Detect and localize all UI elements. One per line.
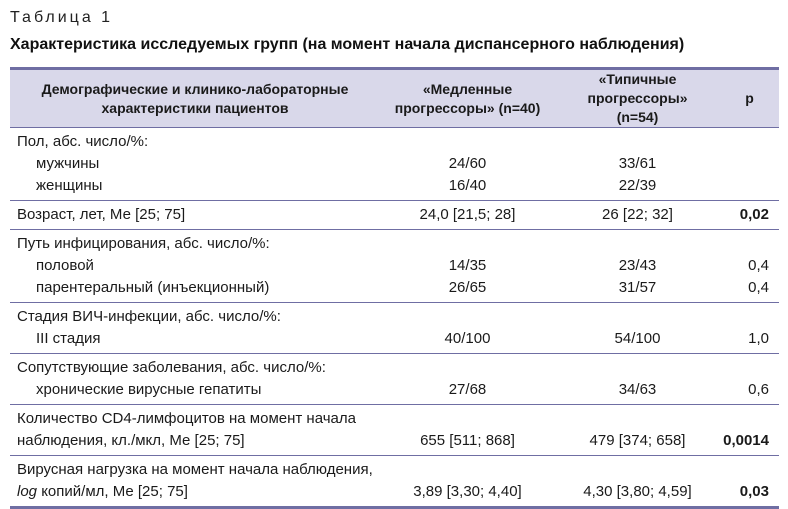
row-sublabel: хронические вирусные гепатиты xyxy=(36,381,262,398)
cell-typical: 22/39 xyxy=(618,177,657,194)
cell-p xyxy=(720,175,769,197)
cell-slow: 27/68 xyxy=(448,381,487,398)
cell-typical: 26 [22; 32] xyxy=(602,206,673,223)
row-label-cont xyxy=(17,481,380,503)
row-label: Сопутствующие заболевания, абс. число/%: xyxy=(17,359,326,376)
cell-p: 0,03 xyxy=(739,483,769,500)
row-sublabel: парентеральный (инъекционный) xyxy=(36,279,270,296)
row-label: Путь инфицирования, абс. число/%: xyxy=(17,235,270,252)
cell-typical: 54/100 xyxy=(614,330,661,347)
row-label: Вирусная нагрузка на момент начала наблюдения, xyxy=(17,461,373,478)
cell-slow: 24/60 xyxy=(448,155,487,172)
cell-typical: 23/43 xyxy=(618,257,657,274)
row-label-cont: наблюдения, кл./мкл, Ме [25; 75] xyxy=(17,432,245,449)
cell-typical: 34/63 xyxy=(618,381,657,398)
cell-p: 0,02 xyxy=(739,206,769,223)
header-p-value: р xyxy=(745,90,754,106)
row-sublabel: женщины xyxy=(36,177,103,194)
log-italic: log xyxy=(17,483,38,500)
cell-slow: 655 [511; 868] xyxy=(420,432,515,449)
table-caption: Таблица 1 xyxy=(10,9,114,26)
cell-slow: 3,89 [3,30; 4,40] xyxy=(413,483,522,500)
cell-p: 1,0 xyxy=(748,330,769,347)
cell-p: 0,4 xyxy=(748,279,769,296)
header-slow-progressors: «Медленные прогрессоры» (n=40) xyxy=(394,80,541,116)
row-label-rest: копий/мл, Ме [25; 75] xyxy=(37,483,188,500)
cell-slow: 16/40 xyxy=(448,177,487,194)
cell-typical: 33/61 xyxy=(618,155,657,172)
cell-p: 0,4 xyxy=(748,257,769,274)
data-table xyxy=(10,67,779,509)
table-header-row xyxy=(10,70,779,128)
row-label: Количество CD4-лимфоцитов на момент начала xyxy=(17,410,356,427)
table-row-infection-route xyxy=(10,230,779,303)
row-sublabel: половой xyxy=(36,257,94,274)
header-characteristics: Демографические и клинико-лабораторные характеристики пациентов xyxy=(41,80,349,116)
header-typical-progressors: «Типичные прогрессоры» (n=54) xyxy=(587,71,688,125)
cell-p: 0,0014 xyxy=(723,432,769,449)
row-sublabel: III стадия xyxy=(36,330,101,347)
row-label: Стадия ВИЧ-инфекции, абс. число/%: xyxy=(17,308,281,325)
cell-p: 0,6 xyxy=(748,381,769,398)
cell-slow: 14/35 xyxy=(448,257,487,274)
row-sublabel: мужчины xyxy=(36,155,100,172)
cell-p xyxy=(720,153,769,175)
cell-typical: 479 [374; 658] xyxy=(589,432,686,449)
cell-typical: 31/57 xyxy=(618,279,657,296)
cell-slow: 24,0 [21,5; 28] xyxy=(419,206,516,223)
cell-typical: 4,30 [3,80; 4,59] xyxy=(583,483,692,500)
table-row-comorbidities xyxy=(10,354,779,405)
row-label: Пол, абс. число/%: xyxy=(17,133,149,150)
cell-slow: 40/100 xyxy=(444,330,491,347)
table-row-hiv-stage xyxy=(10,303,779,354)
row-label: Возраст, лет, Ме [25; 75] xyxy=(17,206,186,223)
table-row-cd4 xyxy=(10,405,779,456)
table-row-viral-load xyxy=(10,456,779,508)
table-row-sex xyxy=(10,128,779,201)
table-row-age xyxy=(10,201,779,230)
table-title: Характеристика исследуемых групп (на момент начала диспансерного наблюдения) xyxy=(10,36,685,53)
cell-slow: 26/65 xyxy=(448,279,487,296)
